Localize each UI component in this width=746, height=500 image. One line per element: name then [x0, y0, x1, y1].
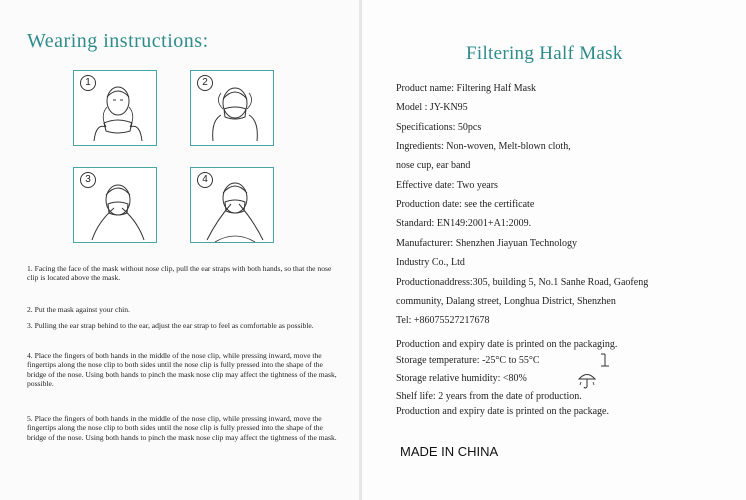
step-2-illustration — [190, 70, 274, 146]
spec-specifications: Specifications: 50pcs — [396, 122, 482, 133]
spec-storage-temperature: Storage temperature: -25°C to 55°C — [396, 355, 540, 366]
spec-address: Productionaddress:305, building 5, No.1 Sanhe Road, Gaofeng — [396, 277, 649, 288]
instruction-step-2: 2. Put the mask against your chin. — [27, 305, 130, 314]
product-title: Filtering Half Mask — [466, 43, 623, 64]
instruction-step-1: 1. Facing the face of the mask without nose clip, pull the ear straps with both hands, so that the nose clip is located above the mask. — [27, 264, 332, 283]
spec-effective-date: Effective date: Two years — [396, 180, 498, 191]
made-in-label: MADE IN CHINA — [400, 444, 499, 459]
spec-standard: Standard: EN149:2001+A1:2009. — [396, 218, 532, 229]
instruction-step-5: 5. Place the fingers of both hands in the middle of the nose clip, while pressing inward, move the fingertips along the nose clip to both sides until the nose clip is fully pressed into the shape of the bridge of the nose. Using both hands to pinch the mask nose clip may affect the tightness of the mask. — [27, 414, 337, 442]
wearing-instructions-title: Wearing instructions: — [27, 30, 209, 52]
spec-shelf-life: Shelf life: 2 years from the date of production. — [396, 391, 582, 402]
spec-model: Model : JY-KN95 — [396, 102, 468, 113]
spec-production-date: Production date: see the certificate — [396, 199, 535, 210]
step-number: 1 — [80, 75, 96, 91]
spec-manufacturer: Manufacturer: Shenzhen Jiayuan Technology — [396, 238, 578, 249]
step-number: 4 — [197, 172, 213, 188]
step-number: 3 — [80, 172, 96, 188]
spec-address-cont: community, Dalang street, Longhua District, Shenzhen — [396, 296, 616, 307]
spec-expiry-package: Production and expiry date is printed on the package. — [396, 406, 609, 417]
instructions-panel — [0, 0, 360, 500]
spec-storage-humidity: Storage relative humidity: <80% — [396, 373, 527, 384]
instruction-step-3: 3. Pulling the ear strap behind to the ear, adjust the ear strap to feel as comfortable as possible. — [27, 321, 314, 330]
spec-product-name: Product name: Filtering Half Mask — [396, 83, 536, 94]
step-3-illustration — [73, 167, 157, 243]
spec-ingredients-cont: nose cup, ear band — [396, 160, 471, 171]
step-number: 2 — [197, 75, 213, 91]
instruction-step-4: 4. Place the fingers of both hands in the middle of the nose clip, while pressing inward, move the fingertips along the nose clip to both sides until the nose clip is fully pressed into the shape of the bridge of the nose. Using both hands to pinch the mask nose clip may affect the tightness of the mask, possible. — [27, 351, 337, 388]
spec-production-expiry-note: Production and expiry date is printed on the packaging. — [396, 339, 618, 350]
spec-tel: Tel: +86075527217678 — [396, 315, 490, 326]
step-1-illustration — [73, 70, 157, 146]
spec-ingredients: Ingredients: Non-woven, Melt-blown cloth, — [396, 141, 571, 152]
thermometer-icon — [598, 352, 612, 368]
spec-manufacturer-cont: Industry Co., Ltd — [396, 257, 465, 268]
step-4-illustration — [190, 167, 274, 243]
umbrella-icon — [577, 370, 597, 390]
specifications-panel — [362, 0, 746, 500]
